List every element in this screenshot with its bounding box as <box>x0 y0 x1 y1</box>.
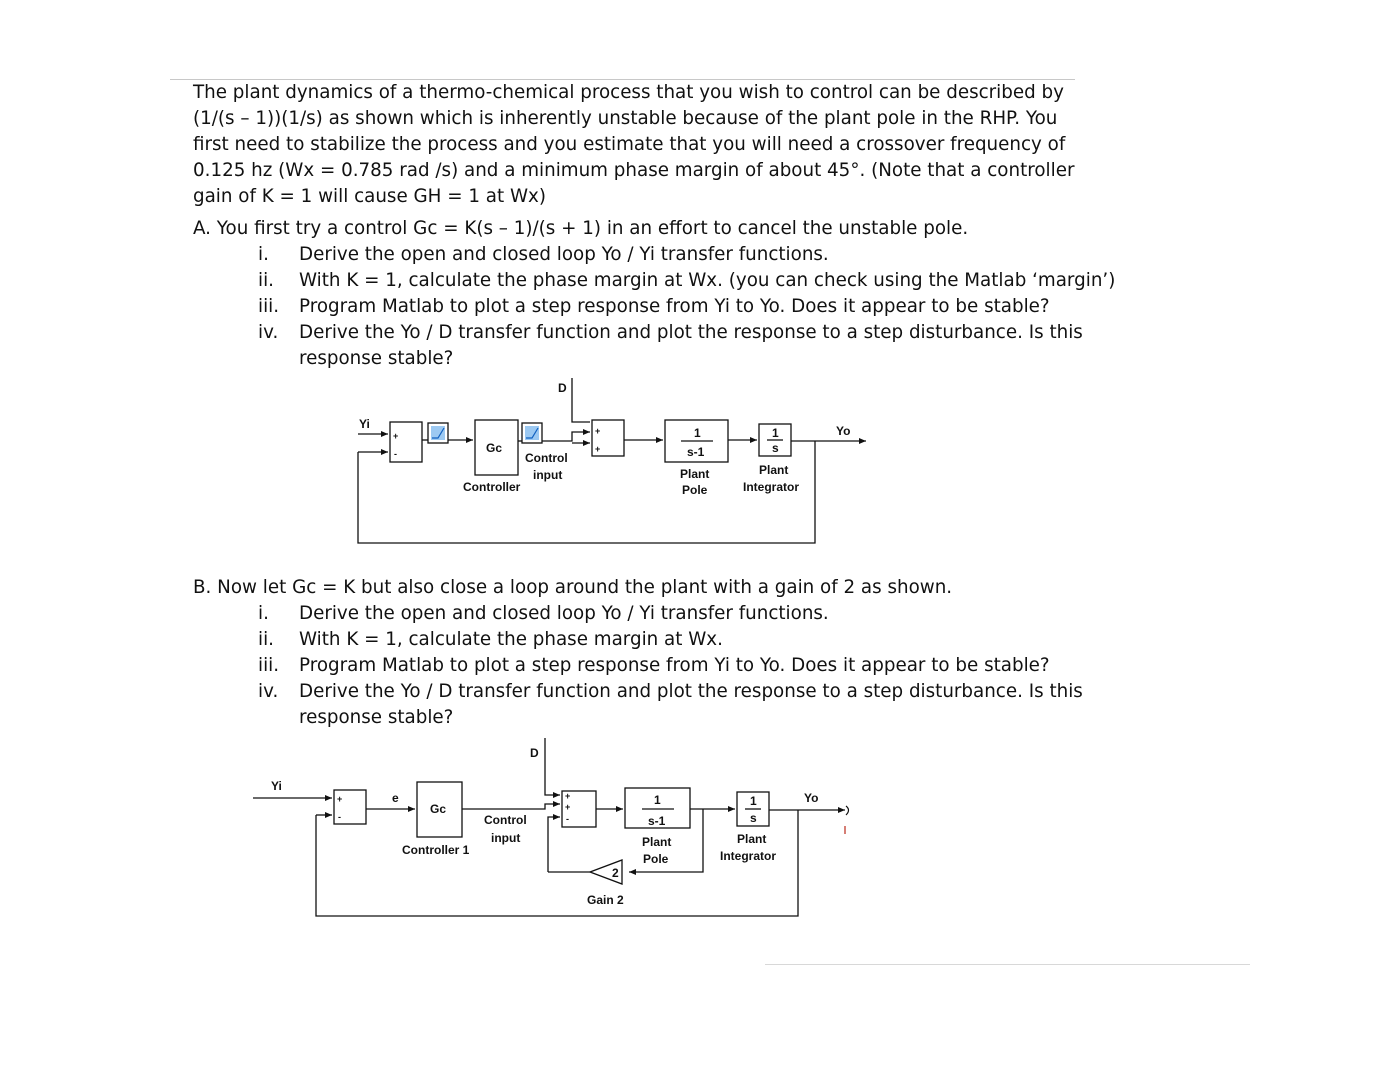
intro-line: The plant dynamics of a thermo-chemical process that you wish to control can be described by <box>193 82 1064 103</box>
plant-label: Plant <box>642 835 672 849</box>
item-number: ii. <box>258 270 274 291</box>
item-text: Derive the open and closed loop Yo / Yi transfer functions. <box>299 603 829 624</box>
bottom-divider <box>765 964 1250 965</box>
block-diagram-b <box>0 730 1380 930</box>
item-text: Derive the Yo / D transfer function and plot the response to a step disturbance. Is this <box>299 681 1083 702</box>
intro-line: 0.125 hz (Wx = 0.785 rad /s) and a minimum phase margin of about 45°. (Note that a controller <box>193 160 1075 181</box>
item-number: iii. <box>258 296 280 317</box>
plant-label: Plant <box>737 832 767 846</box>
plant-denominator: s-1 <box>687 445 705 459</box>
item-text-cont: response stable? <box>299 348 454 369</box>
minus-sign: - <box>394 449 397 459</box>
gain-value: 2 <box>612 866 619 880</box>
input-label: input <box>491 831 521 845</box>
d-label: D <box>558 381 567 395</box>
plant-label: Plant <box>680 467 710 481</box>
gain-label: Gain 2 <box>587 893 624 907</box>
control-label: Control <box>525 451 568 465</box>
item-text: Program Matlab to plot a step response from Yi to Yo. Does it appear to be stable? <box>299 655 1050 676</box>
controller-label: Controller <box>463 480 521 494</box>
plus-sign: + <box>595 426 601 436</box>
item-number: iv. <box>258 681 279 702</box>
input-label: input <box>533 468 563 482</box>
intro-line: first need to stabilize the process and you estimate that you will need a crossover frequency of <box>193 134 1066 155</box>
integrator-denominator: s <box>772 441 779 455</box>
item-text: With K = 1, calculate the phase margin at Wx. <box>299 629 723 650</box>
plant-numerator: 1 <box>654 793 661 807</box>
d-label: D <box>530 746 539 760</box>
integrator-denominator: s <box>750 811 757 825</box>
pole-label: Pole <box>682 483 708 497</box>
item-text-cont: response stable? <box>299 707 454 728</box>
yo-label: Yo <box>804 791 819 805</box>
item-text: Program Matlab to plot a step response from Yi to Yo. Does it appear to be stable? <box>299 296 1050 317</box>
yo-label: Yo <box>836 424 851 438</box>
item-text: Derive the Yo / D transfer function and plot the response to a step disturbance. Is this <box>299 322 1083 343</box>
integrator-numerator: 1 <box>772 426 779 440</box>
item-number: ii. <box>258 629 274 650</box>
minus-sign: - <box>566 814 569 824</box>
item-text: With K = 1, calculate the phase margin at Wx. (you can check using the Matlab ‘margin’) <box>299 270 1116 291</box>
yi-label: Yi <box>271 779 282 793</box>
plus-sign: + <box>393 431 399 441</box>
item-text: Derive the open and closed loop Yo / Yi transfer functions. <box>299 244 829 265</box>
plus-sign: + <box>337 794 343 804</box>
integrator-label: Integrator <box>743 480 800 494</box>
plant-denominator: s-1 <box>648 814 666 828</box>
e-label: e <box>392 791 399 805</box>
part-b-heading: B. Now let Gc = K but also close a loop around the plant with a gain of 2 as shown. <box>193 577 953 598</box>
plus-sign: + <box>595 444 601 454</box>
intro-line: (1/(s – 1))(1/s) as shown which is inherently unstable because of the plant pole in the RHP. You <box>193 108 1058 129</box>
yi-label: Yi <box>359 417 370 431</box>
item-number: iv. <box>258 322 279 343</box>
plus-sign: + <box>565 802 571 812</box>
plant-numerator: 1 <box>694 426 701 440</box>
minus-sign: - <box>338 812 341 822</box>
intro-line: gain of K = 1 will cause GH = 1 at Wx) <box>193 186 547 207</box>
plus-sign: + <box>565 791 571 801</box>
pole-label: Pole <box>643 852 669 866</box>
gc-label: Gc <box>430 802 447 816</box>
item-number: i. <box>258 244 269 265</box>
part-a-heading: A. You first try a control Gc = K(s – 1)/(s + 1) in an effort to cancel the unstable pole. <box>193 218 969 239</box>
gc-label: Gc <box>486 441 503 455</box>
controller-label: Controller 1 <box>402 843 470 857</box>
integrator-numerator: 1 <box>750 794 757 808</box>
plant-label: Plant <box>759 463 789 477</box>
item-number: iii. <box>258 655 280 676</box>
item-number: i. <box>258 603 269 624</box>
integrator-label: Integrator <box>720 849 777 863</box>
control-label: Control <box>484 813 527 827</box>
